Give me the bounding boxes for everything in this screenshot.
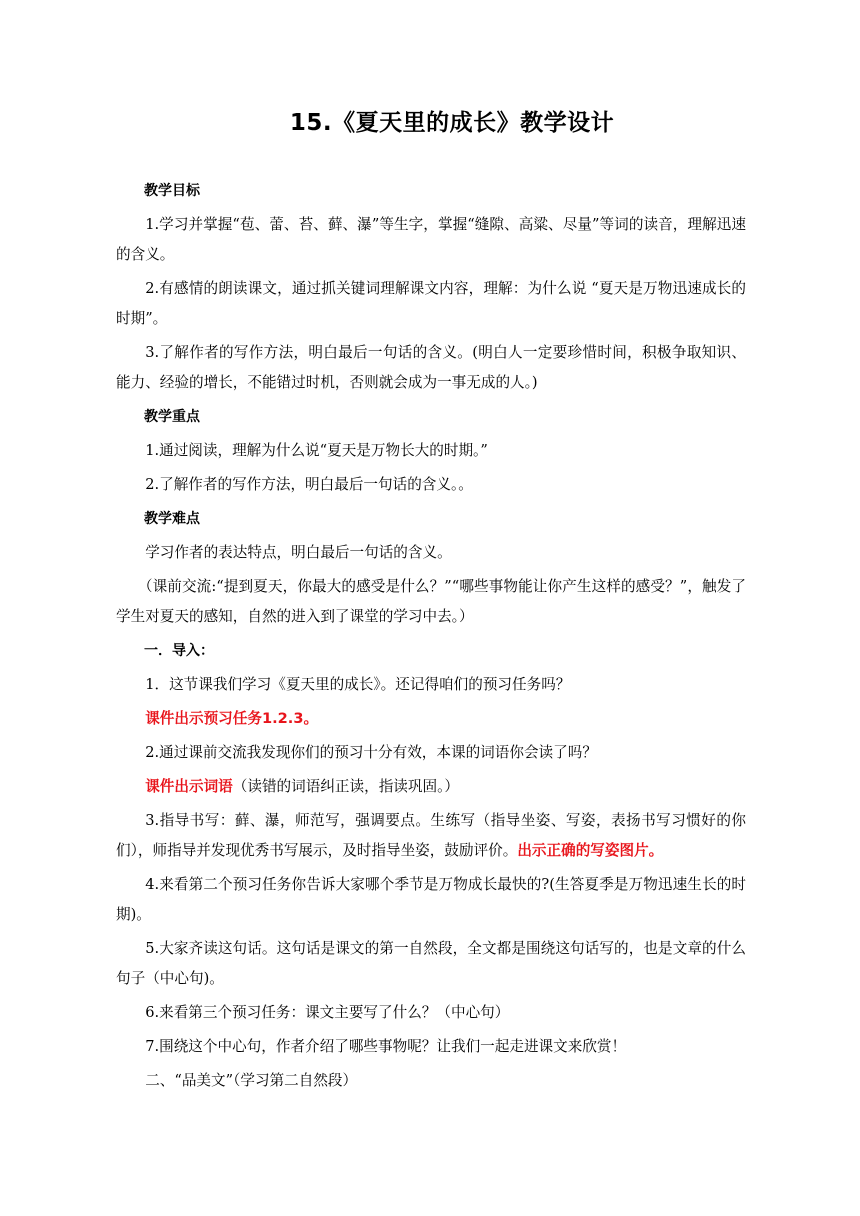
goals-heading: 教学目标 <box>144 183 200 199</box>
courseware-words-note: （读错的词语纠正读，指读巩固。） <box>232 778 459 795</box>
intro-step-3 <box>116 806 746 866</box>
intro-step-4: 4.来看第二个预习任务你告诉大家哪个季节是万物成长最快的?(生答夏季是万物迅速生长的时期)。 <box>116 876 746 923</box>
intro-step-3-text: 3.指导书写：藓、瀑，师范写，强调要点。生练写（指导坐姿、写姿，表扬书写习惯好的你们），师指导并发现优秀书写展示，及时指导坐姿，鼓励评价。 <box>116 812 746 859</box>
intro-step-7: 7.围绕这个中心句，作者介绍了哪些事物呢？让我们一起走进课文来欣赏！ <box>145 1038 627 1055</box>
goal-item-1: 1.学习并掌握“苞、蕾、苔、藓、瀑”等生字，掌握“缝隙、高粱、尽量”等词的读音，理解迅速的含义。 <box>116 216 746 263</box>
key-points-heading: 教学重点 <box>144 409 200 425</box>
document-body <box>116 176 746 1100</box>
goal-item-2: 2.有感情的朗读课文，通过抓关键词理解课文内容，理解：为什么说 “夏天是万物迅速成长的时期”。 <box>116 280 746 327</box>
part-two-heading: 二、“品美文”（学习第二自然段） <box>145 1072 358 1089</box>
intro-step-1-courseware <box>116 704 746 734</box>
goal-item-3: 3.了解作者的写作方法，明白最后一句话的含义。(明白人一定要珍惜时间，积极争取知识、能力、经验的增长，不能错过时机，否则就会成为一事无成的人。) <box>116 344 746 391</box>
pre-class-note: （课前交流:“提到夏天，你最大的感受是什么？”“哪些事物能让你产生这样的感受？”，触发了学生对夏天的感知，自然的进入到了课堂的学习中去。） <box>116 578 746 625</box>
intro-step-3-red: 出示正确的写姿图片。 <box>517 842 664 859</box>
document-title: 15.《夏天里的成长》教学设计 <box>289 110 615 136</box>
key-point-2: 2.了解作者的写作方法，明白最后一句话的含义。。 <box>145 476 473 493</box>
key-point-1: 1.通过阅读，理解为什么说“夏天是万物长大的时期。” <box>145 442 488 459</box>
courseware-words-red: 课件出示词语 <box>145 778 233 795</box>
intro-heading: 一．导入： <box>144 643 214 659</box>
intro-step-5: 5.大家齐读这句话。这句话是课文的第一自然段，全文都是围绕这句话写的，也是文章的什么句子（中心句)。 <box>116 940 746 987</box>
difficulty-heading: 教学难点 <box>144 511 200 527</box>
difficulty-item-1: 学习作者的表达特点，明白最后一句话的含义。 <box>145 544 452 561</box>
intro-step-2-courseware <box>116 772 746 802</box>
intro-step-1: 1．这节课我们学习《夏天里的成长》。还记得咱们的预习任务吗？ <box>145 676 571 693</box>
courseware-note-red: 课件出示预习任务1.2.3。 <box>145 710 319 727</box>
intro-step-2: 2.通过课前交流我发现你们的预习十分有效，本课的词语你会读了吗？ <box>145 744 597 761</box>
intro-step-6: 6.来看第三个预习任务：课文主要写了什么？（中心句） <box>145 1004 510 1021</box>
